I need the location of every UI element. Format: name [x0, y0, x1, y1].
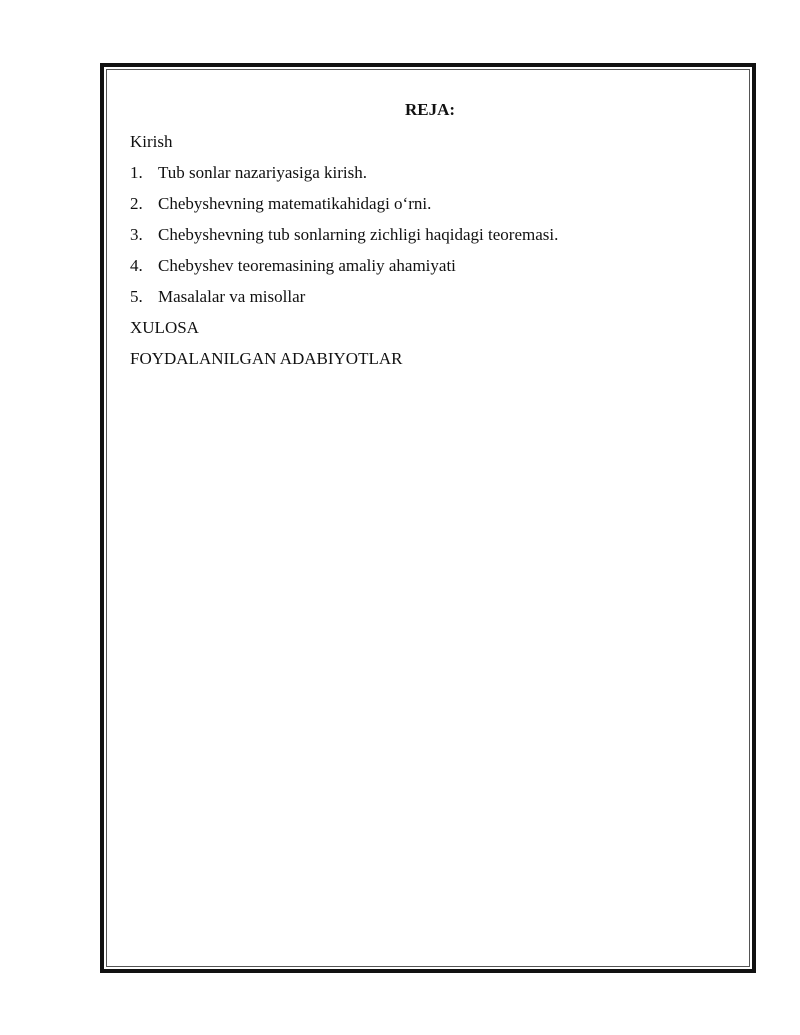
plan-item-4: [130, 250, 730, 281]
plan-item-text: Tub sonlar nazariyasiga kirish.: [158, 163, 368, 182]
conclusion-line: XULOSA: [130, 318, 199, 337]
plan-item-number: 2.: [130, 194, 143, 213]
plan-item-number: 3.: [130, 225, 143, 244]
plan-item-text: Chebyshevning matematikahidagi o‘rni.: [158, 194, 432, 213]
plan-item-3: [130, 219, 730, 250]
plan-item-text: Chebyshev teoremasining amaliy ahamiyati: [158, 256, 456, 275]
plan-item-number: 5.: [130, 287, 143, 306]
plan-content: [130, 96, 730, 374]
plan-title: REJA:: [404, 100, 456, 119]
plan-item-number: 4.: [130, 256, 143, 275]
plan-item-2: [130, 188, 730, 219]
plan-item-1: [130, 157, 730, 188]
intro-line: Kirish: [130, 132, 173, 151]
plan-item-text: Masalalar va misollar: [158, 287, 306, 306]
plan-item-text: Chebyshevning tub sonlarning zichligi haqidagi teoremasi.: [158, 225, 559, 244]
plan-item-5: [130, 281, 730, 312]
plan-item-number: 1.: [130, 163, 143, 182]
references-line: FOYDALANILGAN ADABIYOTLAR: [130, 349, 403, 368]
